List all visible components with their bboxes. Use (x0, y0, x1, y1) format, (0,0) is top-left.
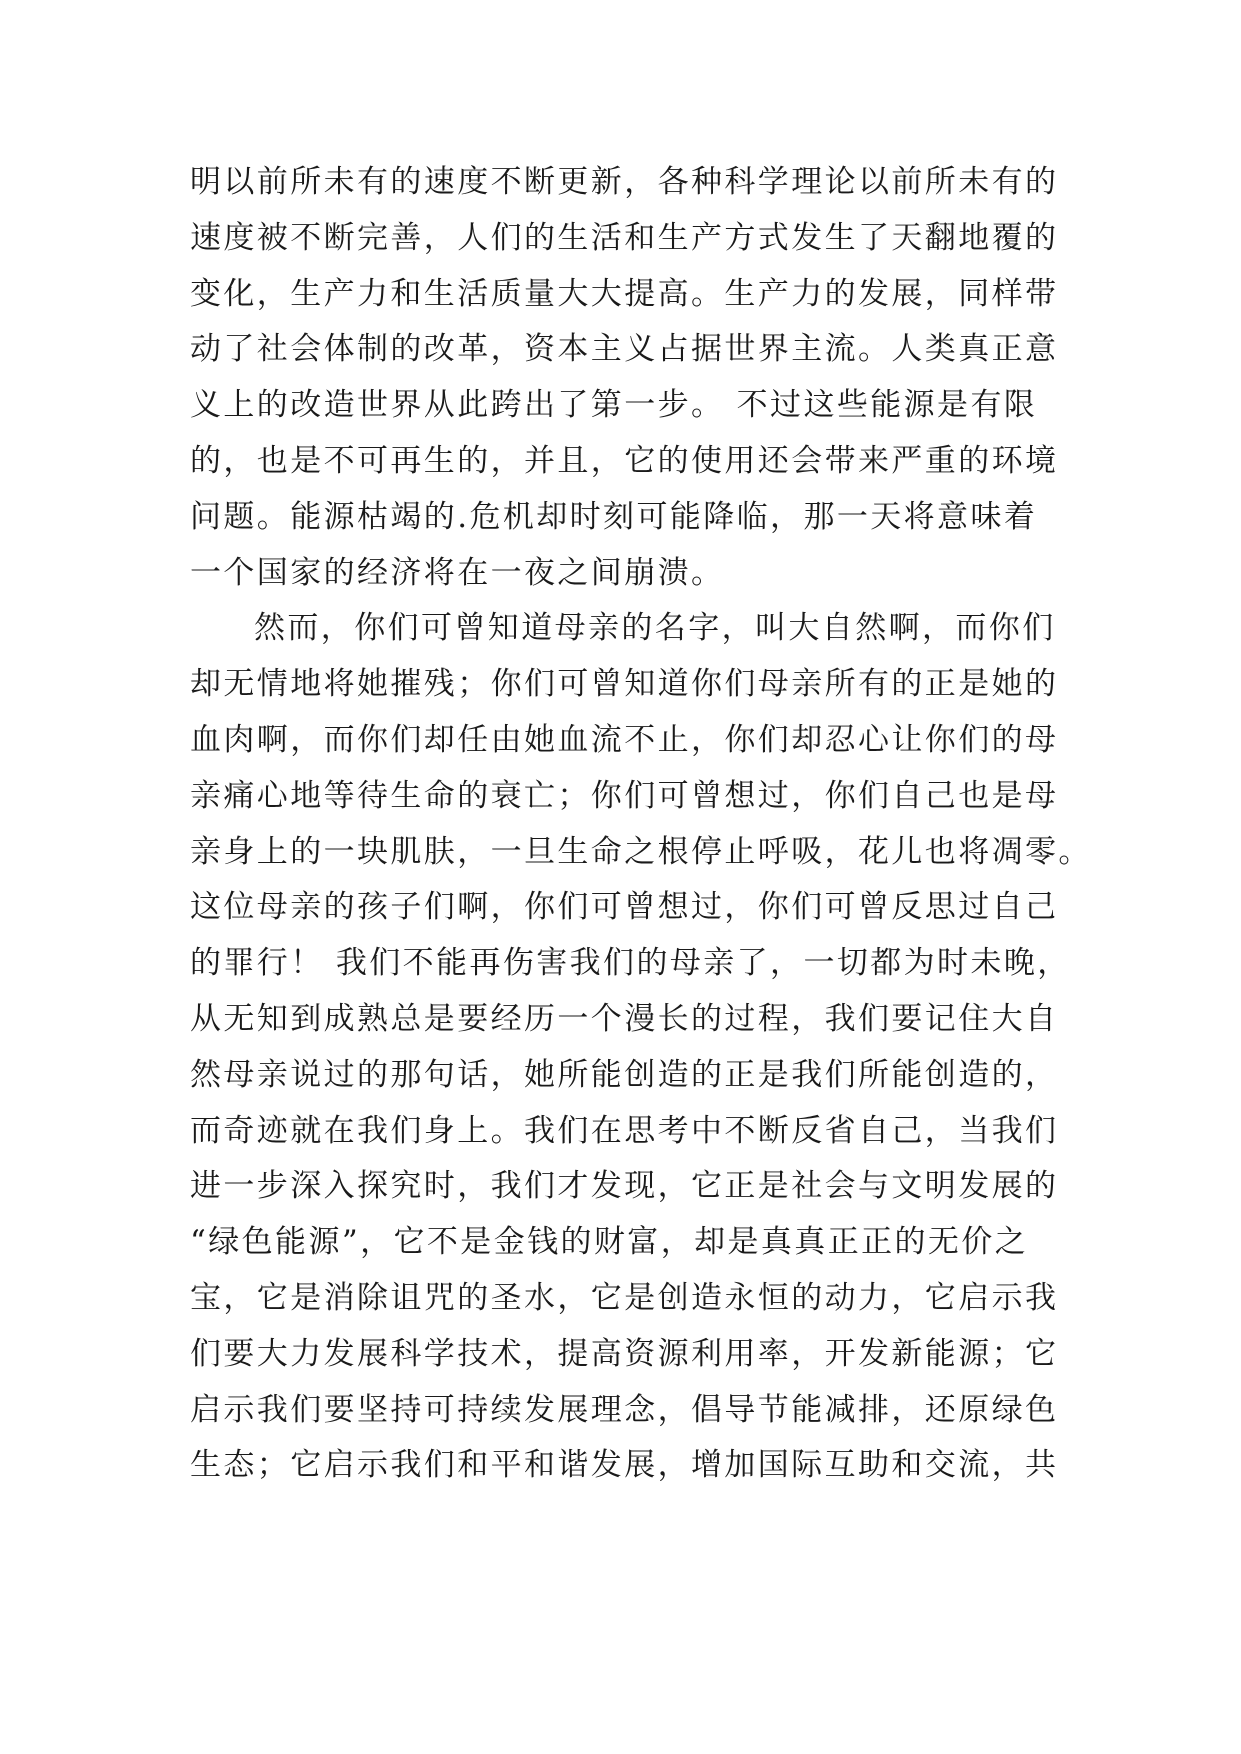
text-line: 的罪行！ 我们不能再伤害我们的母亲了，一切都为时未晚， (190, 945, 1071, 982)
text-line: 然母亲说过的那句话，她所能创造的正是我们所能创造的， (190, 1056, 1059, 1093)
text-line: 生态；它启示我们和平和谐发展，增加国际互助和交流，共 (190, 1447, 1059, 1484)
text-line: 问题。能源枯竭的.危机却时刻可能降临，那一天将意味着 (190, 498, 1038, 535)
paragraph-first-line: 然而，你们可曾知道母亲的名字，叫大自然啊，而你们 (254, 610, 1056, 647)
text-line: 明以前所未有的速度不断更新，各种科学理论以前所未有的 (190, 164, 1059, 200)
text-line: 们要大力发展科学技术，提高资源利用率，开发新能源；它 (190, 1335, 1059, 1372)
text-line: 一个国家的经济将在一夜之间崩溃。 (190, 554, 725, 591)
text-line: 却无情地将她摧残；你们可曾知道你们母亲所有的正是她的 (190, 666, 1059, 703)
text-line: 亲身上的一块肌肤，一旦生命之根停止呼吸，花儿也将凋零。 (190, 833, 1092, 870)
text-line: 速度被不断完善，人们的生活和生产方式发生了天翻地覆的 (190, 219, 1059, 256)
text-line: 进一步深入探究时，我们才发现，它正是社会与文明发展的 (190, 1168, 1059, 1205)
text-line: 动了社会体制的改革，资本主义占据世界主流。人类真正意 (190, 331, 1059, 368)
text-line: 宝，它是消除诅咒的圣水，它是创造永恒的动力，它启示我 (190, 1279, 1059, 1316)
text-line: 而奇迹就在我们身上。我们在思考中不断反省自己，当我们 (190, 1112, 1059, 1149)
text-line: 从无知到成熟总是要经历一个漫长的过程，我们要记住大自 (190, 1000, 1059, 1037)
body-text (190, 155, 1090, 1494)
text-line: 的，也是不可再生的，并且，它的使用还会带来严重的环境 (190, 442, 1059, 479)
text-line: 血肉啊，而你们却任由她血流不止，你们却忍心让你们的母 (190, 721, 1059, 758)
text-line: 这位母亲的孩子们啊，你们可曾想过，你们可曾反思过自己 (190, 889, 1059, 926)
text-line: 启示我们要坚持可持续发展理念，倡导节能减排，还原绿色 (190, 1391, 1059, 1428)
text-line: 亲痛心地等待生命的衰亡；你们可曾想过，你们自己也是母 (190, 777, 1059, 814)
text-line: “绿色能源”，它不是金钱的财富，却是真真正正的无价之 (190, 1224, 1029, 1261)
text-line: 变化，生产力和生活质量大大提高。生产力的发展，同样带 (190, 275, 1059, 312)
text-line: 义上的改造世界从此跨出了第一步。 不过这些能源是有限 (190, 387, 1038, 424)
